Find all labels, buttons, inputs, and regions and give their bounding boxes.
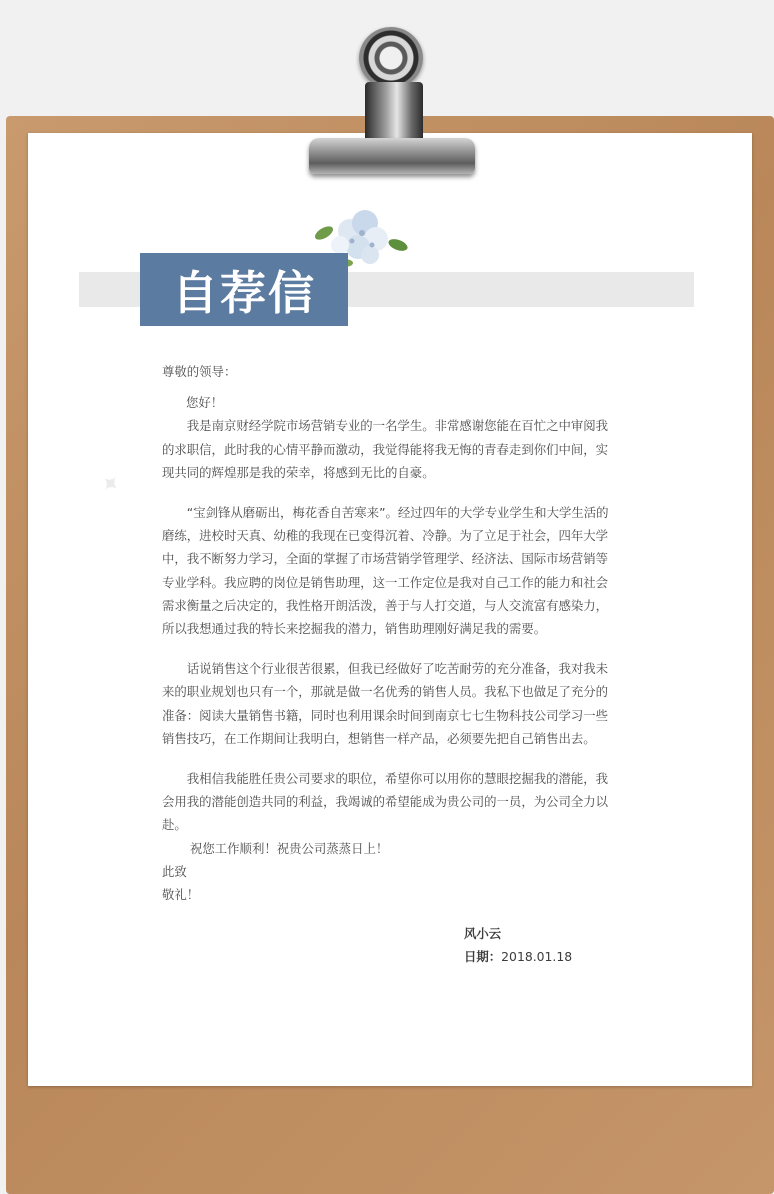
- date-label: 日期：: [464, 949, 502, 965]
- paragraph-2: “宝剑锋从磨砺出，梅花香自苦寒来”。经过四年的大学专业学生和大学生活的磨练，进校时天真、幼稚的我现在已变得沉着、冷静。为了立足于社会，四年大学中，我不断努力学习，全面的掌握了市场营销学管理学、经济法、国际市场营销等专业学科。我应聘的岗位是销售助理，这一工作定位是我对自己工作的能力和社会需求衡量之后决定的，我性格开朗活泼，善于与人打交道，与人交流富有感染力，所以我想通过我的特长来挖掘我的潜力，销售助理刚好满足我的需要。: [162, 505, 609, 637]
- page-title: 自荐信: [140, 253, 348, 326]
- paragraph-4: 我相信我能胜任贵公司要求的职位，希望你可以用你的慧眼挖掘我的潜能，我会用我的潜能创造共同的利益，我竭诚的希望能成为贵公司的一员，为公司全力以赴。: [162, 771, 609, 833]
- closing-line-2: 敬礼！: [162, 887, 200, 903]
- paragraph-3: 话说销售这个行业很苦很累，但我已经做好了吃苦耐劳的充分准备，我对我未来的职业规划也只有一个，那就是做一名优秀的销售人员。我私下也做足了充分的准备：阅读大量销售书籍，同时也利用课余时间到南京七七生物科技公司学习一些销售技巧，在工作期间让我明白，想销售一样产品，必须要先把自己销售出去。: [162, 661, 609, 746]
- paragraph-1: 我是南京财经学院市场营销专业的一名学生。非常感谢您能在百忙之中审阅我的求职信，此时我的心情平静而激动，我觉得能将我无悔的青春走到你们中间，实现共同的辉煌那是我的荣幸，将感到无比的自豪。: [162, 418, 609, 480]
- signature-date: [464, 945, 572, 968]
- closing-wish: 祝您工作顺利！祝贵公司蒸蒸日上！: [190, 840, 389, 856]
- signature-block: [464, 922, 572, 968]
- salutation: 尊敬的领导：: [162, 364, 237, 379]
- binder-clip: [309, 138, 475, 174]
- watermark: ✦: [93, 466, 127, 502]
- letter-body: [162, 360, 614, 906]
- clip-body: [365, 82, 423, 144]
- clip-ring: [359, 27, 423, 89]
- date-value: 2018.01.18: [501, 949, 573, 965]
- signature-name: 风小云: [464, 926, 502, 941]
- closing-line-1: 此致: [162, 863, 187, 879]
- greeting: 您好！: [186, 395, 224, 411]
